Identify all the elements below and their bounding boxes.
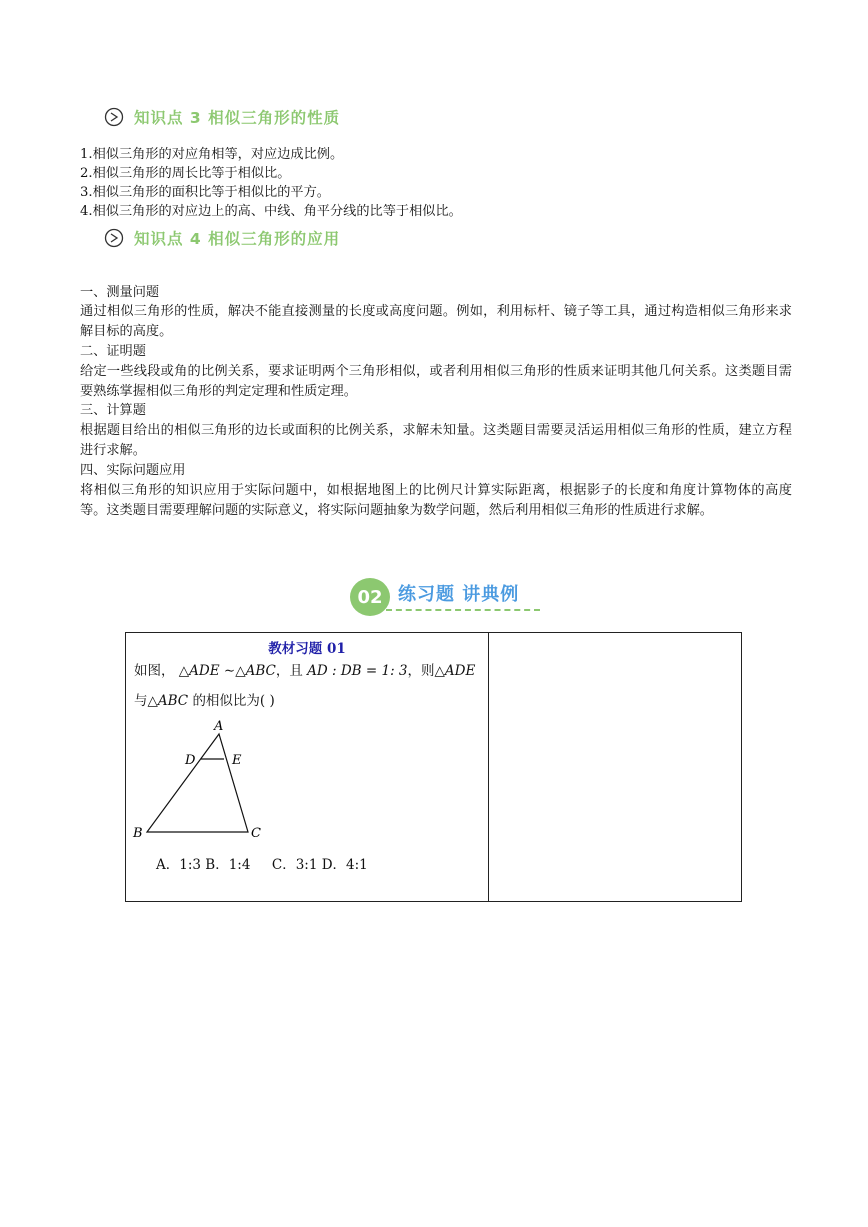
application-heading-1: 一、测量问题 — [80, 285, 160, 300]
property-item-2: 2.相似三角形的周长比等于相似比。 — [80, 166, 291, 181]
play-circle-icon — [104, 228, 124, 248]
section-number-badge: 02 — [350, 578, 390, 616]
question2-abc: ABC — [157, 693, 189, 709]
exercise-title: 教材习题 01 — [268, 641, 346, 657]
question2-prefix: 与△ — [134, 693, 158, 709]
label-a: A — [214, 719, 224, 734]
play-circle-icon — [104, 107, 124, 127]
application-heading-2: 二、证明题 — [80, 344, 146, 359]
property-item-3: 3.相似三角形的面积比等于相似比的平方。 — [80, 185, 330, 200]
application-body-3: 根据题目给出的相似三角形的边长或面积的比例关系，求解未知量。这类题目需要灵活运用相似三角形的性质，建立方程进行求解。 — [80, 423, 792, 458]
knowledge-point-3-heading — [104, 104, 340, 130]
property-item-4: 4.相似三角形的对应边上的高、中线、角平分线的比等于相似比。 — [80, 204, 462, 219]
knowledge-point-4-title: 知识点 4 相似三角形的应用 — [134, 230, 341, 248]
knowledge-point-4-heading — [104, 225, 340, 251]
question-ade: ADE — [444, 663, 476, 679]
question-prefix: 如图， — [134, 663, 175, 679]
application-heading-3: 三、计算题 — [80, 403, 146, 418]
table-divider — [488, 633, 489, 901]
label-c: C — [251, 826, 261, 841]
application-body-1: 通过相似三角形的性质，解决不能直接测量的长度或高度问题。例如，利用标杆、镜子等工具，通过构造相似三角形来求解目标的高度。 — [80, 304, 792, 339]
property-item-1: 1.相似三角形的对应角相等，对应边成比例。 — [80, 147, 344, 162]
exercise-table — [125, 632, 742, 902]
label-e: E — [232, 753, 242, 768]
question2-suffix: 的相似比为( ) — [192, 693, 275, 709]
question-then: ，则△ — [407, 663, 445, 679]
label-b: B — [133, 826, 143, 841]
triangle-abc — [147, 734, 248, 832]
answer-options: A．1:3 B．1:4 C．3:1 D．4:1 — [156, 857, 368, 873]
section-underline — [386, 609, 540, 611]
application-body-2: 给定一些线段或角的比例关系，要求证明两个三角形相似，或者利用相似三角形的性质来证明其他几何关系。这类题目需要熟练掌握相似三角形的判定定理和性质定理。 — [80, 364, 792, 399]
application-heading-4: 四、实际问题应用 — [80, 463, 186, 478]
knowledge-point-3-title: 知识点 3 相似三角形的性质 — [134, 109, 341, 127]
question-mid: ，且 — [275, 663, 303, 679]
question-ratio: AD : DB = 1: 3 — [307, 663, 408, 679]
label-d: D — [185, 753, 196, 768]
section-title: 练习题 讲典例 — [398, 584, 520, 605]
application-body-4: 将相似三角形的知识应用于实际问题中，如根据地图上的比例尺计算实际距离，根据影子的长度和角度计算物体的高度等。这类题目需要理解问题的实际意义，将实际问题抽象为数学问题，然后利用相似三角形的性质进行求解。 — [80, 483, 792, 518]
question-similarity: △ADE ∼△ABC — [178, 663, 276, 679]
